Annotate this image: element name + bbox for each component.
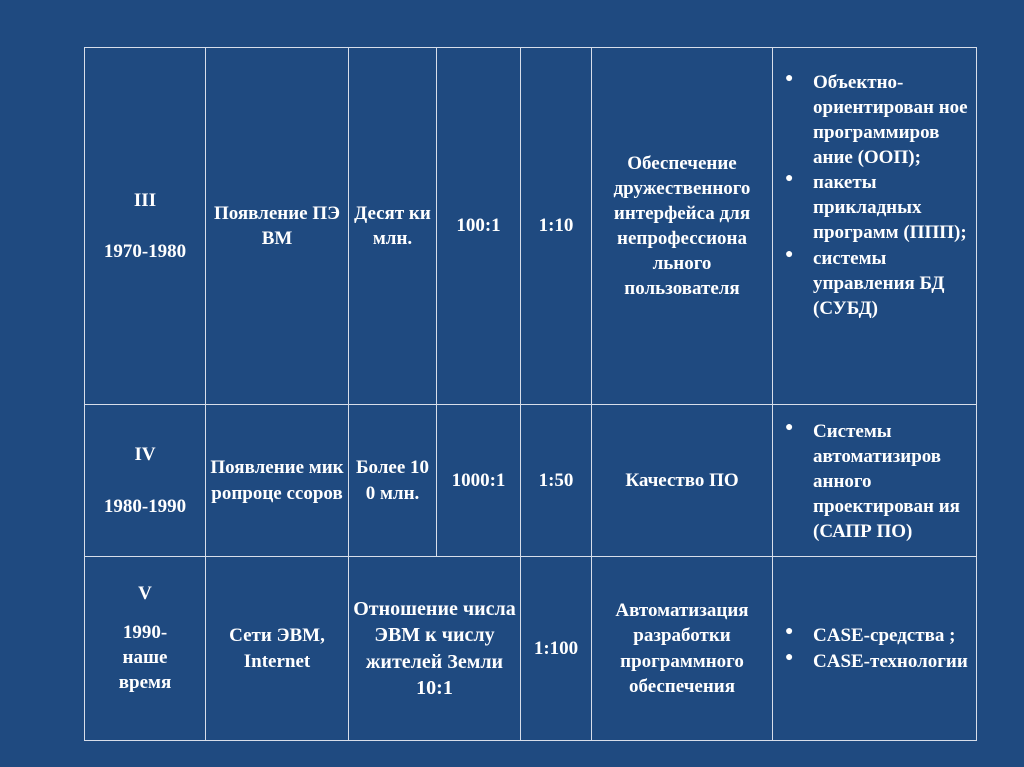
event-cell: Появление ПЭВМ bbox=[206, 48, 349, 405]
bullet-icon: ● bbox=[785, 649, 794, 665]
bullet-icon: ● bbox=[785, 171, 794, 187]
generations-table bbox=[84, 47, 977, 741]
generation-years: 1980-1990 bbox=[103, 495, 187, 517]
ratio1-cell: 1000:1 bbox=[437, 405, 521, 557]
generation-years: 1970-1980 bbox=[103, 241, 187, 262]
bullet-icon: ● bbox=[785, 71, 794, 86]
event-cell: Появление микропроце ссоров bbox=[206, 405, 349, 557]
software-list bbox=[779, 70, 972, 321]
list-item: ● Системы автоматизиров анного проектирован ия (САПР ПО) bbox=[785, 420, 960, 543]
list-item: ● системы управления БД (СУБД) bbox=[785, 246, 945, 319]
goal-cell: Качество ПО bbox=[592, 405, 773, 557]
list-item: ● пакеты прикладных программ (ППП); bbox=[785, 171, 967, 244]
count-cell: Более 100 млн. bbox=[349, 405, 437, 557]
ratio2-cell: 1:100 bbox=[521, 557, 592, 741]
table-row bbox=[85, 557, 977, 741]
goal-cell: Обеспечение дружественного интерфейса для непрофессиона льного пользователя bbox=[592, 48, 773, 405]
table-row bbox=[85, 48, 977, 405]
bullet-icon: ● bbox=[785, 420, 794, 435]
generation-number: IV bbox=[134, 444, 156, 466]
generation-years: 1990-наше время bbox=[118, 622, 172, 694]
software-cell bbox=[773, 405, 977, 557]
generation-cell bbox=[85, 557, 206, 741]
software-list bbox=[779, 419, 972, 544]
count-cell: Десят ки млн. bbox=[349, 48, 437, 405]
count-ratio-cell: Отношение числа ЭВМ к числу жителей Земли 10:1 bbox=[349, 557, 521, 741]
generation-cell bbox=[85, 48, 206, 405]
generation-cell bbox=[85, 405, 206, 557]
list-item: ● CASE-средства ; bbox=[785, 624, 956, 647]
goal-cell: Автоматизация разработки программного обеспечения bbox=[592, 557, 773, 741]
table-row bbox=[85, 405, 977, 557]
ratio2-cell: 1:10 bbox=[521, 48, 592, 405]
event-cell: Сети ЭВМ, Internet bbox=[206, 557, 349, 741]
ratio1-cell: 100:1 bbox=[437, 48, 521, 405]
bullet-icon: ● bbox=[785, 246, 794, 262]
list-item: ● CASE-технологии bbox=[785, 649, 968, 672]
ratio2-cell: 1:50 bbox=[521, 405, 592, 557]
software-cell bbox=[773, 557, 977, 741]
bullet-icon: ● bbox=[785, 624, 794, 640]
generation-number: V bbox=[138, 583, 152, 604]
generation-number: III bbox=[133, 189, 157, 211]
software-list bbox=[779, 623, 972, 673]
list-item: ● Объектно-ориентирован ное программиров ание (ООП); bbox=[785, 71, 968, 169]
software-cell bbox=[773, 48, 977, 405]
